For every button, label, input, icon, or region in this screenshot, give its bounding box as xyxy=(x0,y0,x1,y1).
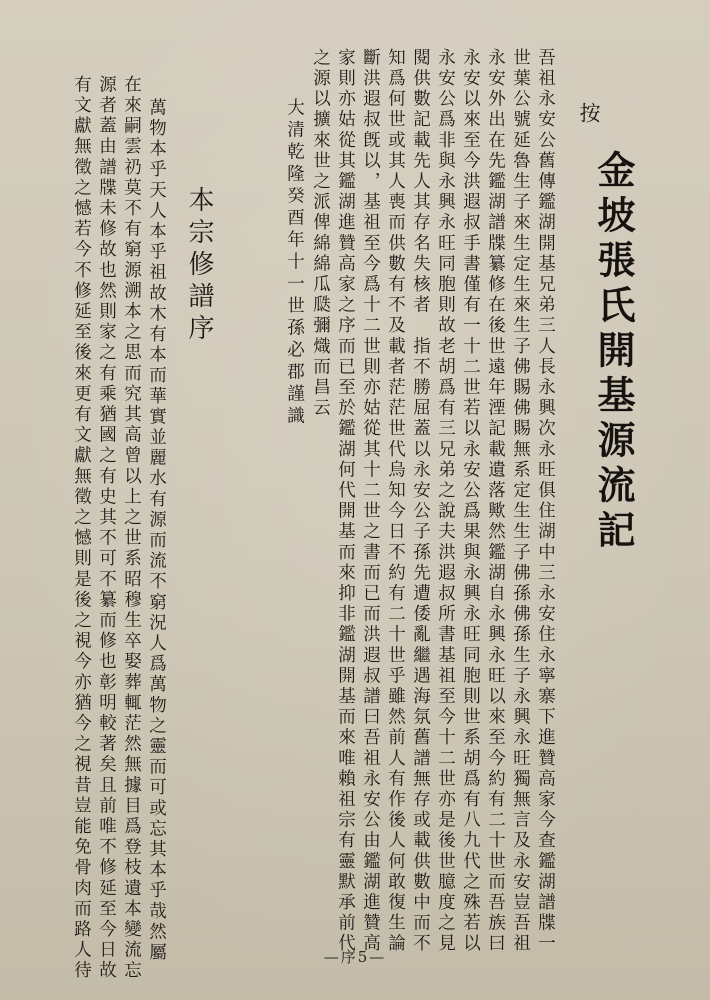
page-number: —序5— xyxy=(323,948,387,966)
note-marker: 按 xyxy=(577,102,601,123)
text-column: 知爲何世或其人喪而供數有不及載者茫茫世代烏知今日不約有二十世乎雖然前人有作後人何敢復生論 xyxy=(385,48,406,955)
text-column: 永安以來至今洪遐叔手書僅有一十二世若以永安公爲果與永興永旺同胞則世系胡爲有八九代之殊若以 xyxy=(460,48,481,955)
text-column: 閱供數記載先人其存名失核者 指不勝屈蓋以永安公子孫先遭倭亂繼遇海氛舊譜無存或載供數中而不 xyxy=(410,48,431,955)
text-column: 源者蓋由譜牒未修故也然則家之有乘猶國之有史其不可不纂而修也彰明較著矣且前唯不修延至今日故 xyxy=(96,75,117,982)
text-column: 有文獻無徵之憾若今不修延至後來更有文獻無徵之憾則是後之視今亦猶今之視昔豈能免骨肉而路人待 xyxy=(71,75,92,982)
signature-line: 大清乾隆癸酉年十一世孫必郡謹識 xyxy=(284,98,305,428)
document-title: 金坡張氏開基源流記 xyxy=(591,150,636,555)
text-column: 永安公爲非與永興永旺同胞則故老胡爲有三兄弟之說夫洪遐叔所書基祖至今十二世亦是後世臆度之見 xyxy=(435,48,456,955)
text-column: 永安外出在先鑑湖譜牒纂修在後世遠年湮記載遺落歟然鑑湖自永興永旺以來至今約有二十世而吾族曰 xyxy=(485,48,506,955)
text-column: 萬物本乎天人本乎祖故木有本而華實並麗水有源而流不窮況人爲萬物之靈而可或忘其本乎哉然屬 xyxy=(146,98,167,964)
text-column: 之源以擴來世之派俾綿綿瓜瓞彌熾而昌云 xyxy=(310,48,331,419)
text-column: 世葉公號延魯生子來生定生來生子佛賜佛賜無系定生生子佛孫佛孫生子永興永旺獨無言及永安豈吾祖 xyxy=(510,48,531,955)
text-column: 在來嗣雲礽莫不有窮源溯本之思而究其高曾以上之世系昭穆生卒娶葬輒茫然無據目爲登枝遺本變流忘 xyxy=(121,75,142,982)
section-title: 本宗修譜序 xyxy=(184,186,214,346)
text-column: 吾祖永安公舊傳鑑湖開基兄弟三人長永興次永旺俱住湖中三永安住永寧寨下進贊高家今查鑑湖譜牒一 xyxy=(535,48,556,955)
text-column: 斷洪遐叔旣以，基祖至今爲十二世則亦姑從其十二世之書而已而洪遐叔譜曰吾祖永安公由鑑湖進贊高 xyxy=(360,48,381,955)
text-column: 家則亦姑從其鑑湖進贊高家之序而已至於鑑湖何代開基而來抑非鑑湖開基而來唯賴祖宗有靈默承前代 xyxy=(335,48,356,955)
